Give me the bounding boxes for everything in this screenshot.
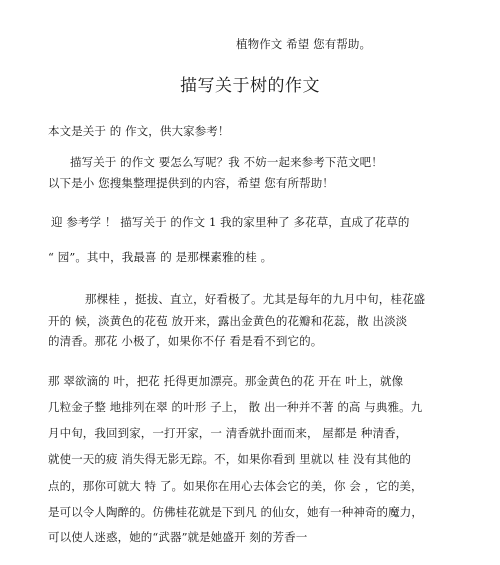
paragraph-line: 本文是关于 的 作文，供大家参考！ — [48, 124, 230, 138]
paragraph-line: 就使一天的疲 消失得无影无踪。不，如果你看到 里就以 桂 没有其他的 — [48, 452, 412, 466]
paragraph-line: 月中旬，我回到家，一打开家，一 清香就扑面而来， 屋都是 种清香， — [48, 426, 408, 440]
paragraph-line: 可以使人迷惑，她的“武器”就是她盛开 刻的芳香一 — [48, 530, 308, 544]
paragraph-line: 描写关于 的作文 要怎么写呢？我 不妨一起来参考下范文吧！ — [70, 155, 383, 169]
paragraph-line: 几粒金子整 地排列在翠 的叶形 子上， 散 出一种并不著 的高 与典雅。九 — [48, 400, 423, 414]
paragraph-line: 是可以令人陶醉的。仿佛桂花就是下到凡 的仙女，她有一种神奇的魔力， — [48, 505, 423, 519]
paragraph-line: 的清香。那花 小极了，如果你不仔 看是看不到它的。 — [48, 334, 323, 348]
document-title: 描写关于树的作文 — [180, 76, 320, 96]
paragraph-line: 开的 候，淡黄色的花苞 放开来，露出金黄色的花瓣和花蕊，散 出淡淡 — [48, 314, 408, 328]
paragraph-line: 点的，那你可就大 特 了。如果你在用心去体会它的美，你 会 ，它的美， — [48, 479, 423, 493]
paragraph-line: “ 园”。其中，我最喜 的 是那棵素雅的桂 。 — [48, 250, 273, 264]
paragraph-line: 迎 参考学 ！ 描写关于 的作文 1 我的家里种了 多花草，直成了花草的 — [51, 215, 410, 229]
paragraph-line: 那 翠欲滴的 叶，把花 托得更加漂亮。那金黄色的花 开在 叶上，就像 — [48, 374, 404, 388]
paragraph-line: 以下是小 您搜集整理提供到的内容，希望 您有所帮助！ — [48, 176, 334, 190]
header-note: 植物作文 希望 您有帮助。 — [236, 37, 372, 51]
paragraph-line: 那棵桂 ，挺拔、直立，好看极了。尤其是每年的九月中旬，桂花盛 — [85, 292, 426, 306]
